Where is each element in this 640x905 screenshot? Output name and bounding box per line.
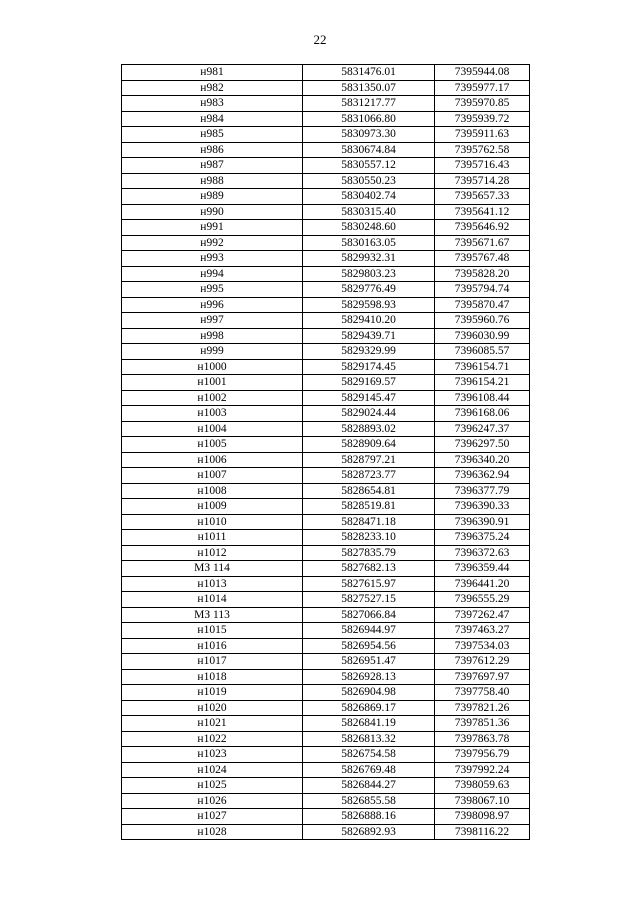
x-coordinate-cell: 5827835.79 <box>303 545 435 561</box>
y-coordinate-cell: 7396168.06 <box>435 406 530 422</box>
y-coordinate-cell: 7396247.37 <box>435 421 530 437</box>
x-coordinate-cell: 5830557.12 <box>303 158 435 174</box>
table-row <box>122 793 530 809</box>
y-coordinate-cell: 7396340.20 <box>435 452 530 468</box>
point-name-cell: н986 <box>122 142 303 158</box>
y-coordinate-cell: 7396085.57 <box>435 344 530 360</box>
table-row <box>122 685 530 701</box>
point-name-cell: н1005 <box>122 437 303 453</box>
x-coordinate-cell: 5826954.56 <box>303 638 435 654</box>
point-name-cell: н1017 <box>122 654 303 670</box>
table-row <box>122 390 530 406</box>
point-name-cell: н981 <box>122 65 303 81</box>
x-coordinate-cell: 5828893.02 <box>303 421 435 437</box>
y-coordinate-cell: 7395762.58 <box>435 142 530 158</box>
table-row <box>122 669 530 685</box>
table-row <box>122 220 530 236</box>
y-coordinate-cell: 7397463.27 <box>435 623 530 639</box>
y-coordinate-cell: 7395960.76 <box>435 313 530 329</box>
table-row <box>122 173 530 189</box>
x-coordinate-cell: 5828797.21 <box>303 452 435 468</box>
point-name-cell: н998 <box>122 328 303 344</box>
y-coordinate-cell: 7396390.91 <box>435 514 530 530</box>
point-name-cell: н1011 <box>122 530 303 546</box>
y-coordinate-cell: 7396441.20 <box>435 576 530 592</box>
point-name-cell: н993 <box>122 251 303 267</box>
x-coordinate-cell: 5830163.05 <box>303 235 435 251</box>
table-row <box>122 824 530 840</box>
point-name-cell: н982 <box>122 80 303 96</box>
table-row <box>122 638 530 654</box>
table-row <box>122 530 530 546</box>
table-row <box>122 747 530 763</box>
table-row <box>122 576 530 592</box>
table-row <box>122 344 530 360</box>
table-row <box>122 468 530 484</box>
table-row <box>122 778 530 794</box>
y-coordinate-cell: 7395646.92 <box>435 220 530 236</box>
y-coordinate-cell: 7395939.72 <box>435 111 530 127</box>
point-name-cell: н994 <box>122 266 303 282</box>
x-coordinate-cell: 5829174.45 <box>303 359 435 375</box>
table-row <box>122 328 530 344</box>
table-row <box>122 809 530 825</box>
point-name-cell: н992 <box>122 235 303 251</box>
point-name-cell: н987 <box>122 158 303 174</box>
x-coordinate-cell: 5829329.99 <box>303 344 435 360</box>
table-row <box>122 282 530 298</box>
y-coordinate-cell: 7397262.47 <box>435 607 530 623</box>
point-name-cell: н1006 <box>122 452 303 468</box>
x-coordinate-cell: 5827066.84 <box>303 607 435 623</box>
table-row <box>122 623 530 639</box>
y-coordinate-cell: 7398098.97 <box>435 809 530 825</box>
y-coordinate-cell: 7395970.85 <box>435 96 530 112</box>
point-name-cell: н991 <box>122 220 303 236</box>
x-coordinate-cell: 5829803.23 <box>303 266 435 282</box>
table-row <box>122 235 530 251</box>
x-coordinate-cell: 5826754.58 <box>303 747 435 763</box>
y-coordinate-cell: 7398059.63 <box>435 778 530 794</box>
point-name-cell: МЗ 114 <box>122 561 303 577</box>
point-name-cell: н985 <box>122 127 303 143</box>
table-row <box>122 762 530 778</box>
table-row <box>122 421 530 437</box>
point-name-cell: н1008 <box>122 483 303 499</box>
y-coordinate-cell: 7396030.99 <box>435 328 530 344</box>
x-coordinate-cell: 5827527.15 <box>303 592 435 608</box>
point-name-cell: н1014 <box>122 592 303 608</box>
x-coordinate-cell: 5826944.97 <box>303 623 435 639</box>
y-coordinate-cell: 7397758.40 <box>435 685 530 701</box>
table-row <box>122 437 530 453</box>
y-coordinate-cell: 7397612.29 <box>435 654 530 670</box>
x-coordinate-cell: 5829024.44 <box>303 406 435 422</box>
x-coordinate-cell: 5826951.47 <box>303 654 435 670</box>
point-name-cell: МЗ 113 <box>122 607 303 623</box>
y-coordinate-cell: 7396390.33 <box>435 499 530 515</box>
x-coordinate-cell: 5829169.57 <box>303 375 435 391</box>
point-name-cell: н1015 <box>122 623 303 639</box>
x-coordinate-cell: 5826928.13 <box>303 669 435 685</box>
y-coordinate-cell: 7396108.44 <box>435 390 530 406</box>
x-coordinate-cell: 5826892.93 <box>303 824 435 840</box>
y-coordinate-cell: 7396362.94 <box>435 468 530 484</box>
x-coordinate-cell: 5827682.13 <box>303 561 435 577</box>
x-coordinate-cell: 5829439.71 <box>303 328 435 344</box>
table-row <box>122 313 530 329</box>
x-coordinate-cell: 5829145.47 <box>303 390 435 406</box>
y-coordinate-cell: 7397992.24 <box>435 762 530 778</box>
table-row <box>122 545 530 561</box>
point-name-cell: н1007 <box>122 468 303 484</box>
point-name-cell: н988 <box>122 173 303 189</box>
x-coordinate-cell: 5828233.10 <box>303 530 435 546</box>
point-name-cell: н1027 <box>122 809 303 825</box>
x-coordinate-cell: 5826769.48 <box>303 762 435 778</box>
y-coordinate-cell: 7395714.28 <box>435 173 530 189</box>
table-row <box>122 111 530 127</box>
y-coordinate-cell: 7395657.33 <box>435 189 530 205</box>
y-coordinate-cell: 7398116.22 <box>435 824 530 840</box>
y-coordinate-cell: 7396154.21 <box>435 375 530 391</box>
page-number: 22 <box>313 32 327 47</box>
table-row <box>122 158 530 174</box>
table-row <box>122 716 530 732</box>
table-row <box>122 297 530 313</box>
x-coordinate-cell: 5828471.18 <box>303 514 435 530</box>
y-coordinate-cell: 7395716.43 <box>435 158 530 174</box>
x-coordinate-cell: 5828909.64 <box>303 437 435 453</box>
table-row <box>122 204 530 220</box>
x-coordinate-cell: 5829410.20 <box>303 313 435 329</box>
coordinates-table-body <box>122 65 530 840</box>
point-name-cell: н1003 <box>122 406 303 422</box>
y-coordinate-cell: 7396377.79 <box>435 483 530 499</box>
point-name-cell: н1025 <box>122 778 303 794</box>
point-name-cell: н1026 <box>122 793 303 809</box>
y-coordinate-cell: 7396555.29 <box>435 592 530 608</box>
x-coordinate-cell: 5830315.40 <box>303 204 435 220</box>
x-coordinate-cell: 5828519.81 <box>303 499 435 515</box>
y-coordinate-cell: 7397534.03 <box>435 638 530 654</box>
table-row <box>122 142 530 158</box>
x-coordinate-cell: 5831350.07 <box>303 80 435 96</box>
y-coordinate-cell: 7395828.20 <box>435 266 530 282</box>
table-row <box>122 452 530 468</box>
x-coordinate-cell: 5828723.77 <box>303 468 435 484</box>
point-name-cell: н996 <box>122 297 303 313</box>
point-name-cell: н1010 <box>122 514 303 530</box>
y-coordinate-cell: 7395977.17 <box>435 80 530 96</box>
y-coordinate-cell: 7397697.97 <box>435 669 530 685</box>
point-name-cell: н1020 <box>122 700 303 716</box>
x-coordinate-cell: 5826841.19 <box>303 716 435 732</box>
table-row <box>122 127 530 143</box>
point-name-cell: н1012 <box>122 545 303 561</box>
table-row <box>122 359 530 375</box>
table-row <box>122 406 530 422</box>
point-name-cell: н997 <box>122 313 303 329</box>
point-name-cell: н990 <box>122 204 303 220</box>
x-coordinate-cell: 5831476.01 <box>303 65 435 81</box>
y-coordinate-cell: 7395911.63 <box>435 127 530 143</box>
point-name-cell: н1016 <box>122 638 303 654</box>
table-row <box>122 499 530 515</box>
y-coordinate-cell: 7395671.67 <box>435 235 530 251</box>
point-name-cell: н1013 <box>122 576 303 592</box>
table-row <box>122 251 530 267</box>
x-coordinate-cell: 5831066.80 <box>303 111 435 127</box>
point-name-cell: н999 <box>122 344 303 360</box>
table-row <box>122 654 530 670</box>
y-coordinate-cell: 7396154.71 <box>435 359 530 375</box>
y-coordinate-cell: 7397851.36 <box>435 716 530 732</box>
x-coordinate-cell: 5826888.16 <box>303 809 435 825</box>
y-coordinate-cell: 7395870.47 <box>435 297 530 313</box>
y-coordinate-cell: 7395641.12 <box>435 204 530 220</box>
y-coordinate-cell: 7398067.10 <box>435 793 530 809</box>
point-name-cell: н1022 <box>122 731 303 747</box>
table-row <box>122 266 530 282</box>
x-coordinate-cell: 5826869.17 <box>303 700 435 716</box>
x-coordinate-cell: 5830248.60 <box>303 220 435 236</box>
point-name-cell: н1009 <box>122 499 303 515</box>
point-name-cell: н1000 <box>122 359 303 375</box>
table-row <box>122 700 530 716</box>
point-name-cell: н1023 <box>122 747 303 763</box>
y-coordinate-cell: 7395944.08 <box>435 65 530 81</box>
x-coordinate-cell: 5826813.32 <box>303 731 435 747</box>
point-name-cell: н983 <box>122 96 303 112</box>
table-row <box>122 65 530 81</box>
x-coordinate-cell: 5828654.81 <box>303 483 435 499</box>
point-name-cell: н989 <box>122 189 303 205</box>
x-coordinate-cell: 5830402.74 <box>303 189 435 205</box>
table-row <box>122 96 530 112</box>
table-row <box>122 189 530 205</box>
x-coordinate-cell: 5830973.30 <box>303 127 435 143</box>
point-name-cell: н1018 <box>122 669 303 685</box>
table-row <box>122 80 530 96</box>
y-coordinate-cell: 7395767.48 <box>435 251 530 267</box>
point-name-cell: н1002 <box>122 390 303 406</box>
y-coordinate-cell: 7397821.26 <box>435 700 530 716</box>
x-coordinate-cell: 5827615.97 <box>303 576 435 592</box>
y-coordinate-cell: 7396359.44 <box>435 561 530 577</box>
x-coordinate-cell: 5829776.49 <box>303 282 435 298</box>
point-name-cell: н995 <box>122 282 303 298</box>
table-row <box>122 607 530 623</box>
point-name-cell: н1024 <box>122 762 303 778</box>
y-coordinate-cell: 7396372.63 <box>435 545 530 561</box>
x-coordinate-cell: 5829932.31 <box>303 251 435 267</box>
table-row <box>122 375 530 391</box>
point-name-cell: н1004 <box>122 421 303 437</box>
y-coordinate-cell: 7396297.50 <box>435 437 530 453</box>
x-coordinate-cell: 5826904.98 <box>303 685 435 701</box>
point-name-cell: н1021 <box>122 716 303 732</box>
point-name-cell: н1001 <box>122 375 303 391</box>
coordinates-table <box>121 64 530 840</box>
y-coordinate-cell: 7397956.79 <box>435 747 530 763</box>
table-row <box>122 561 530 577</box>
table-row <box>122 731 530 747</box>
table-row <box>122 483 530 499</box>
table-row <box>122 514 530 530</box>
x-coordinate-cell: 5826855.58 <box>303 793 435 809</box>
y-coordinate-cell: 7396375.24 <box>435 530 530 546</box>
point-name-cell: н1019 <box>122 685 303 701</box>
x-coordinate-cell: 5829598.93 <box>303 297 435 313</box>
table-row <box>122 592 530 608</box>
point-name-cell: н984 <box>122 111 303 127</box>
y-coordinate-cell: 7395794.74 <box>435 282 530 298</box>
x-coordinate-cell: 5831217.77 <box>303 96 435 112</box>
y-coordinate-cell: 7397863.78 <box>435 731 530 747</box>
x-coordinate-cell: 5826844.27 <box>303 778 435 794</box>
x-coordinate-cell: 5830674.84 <box>303 142 435 158</box>
point-name-cell: н1028 <box>122 824 303 840</box>
x-coordinate-cell: 5830550.23 <box>303 173 435 189</box>
